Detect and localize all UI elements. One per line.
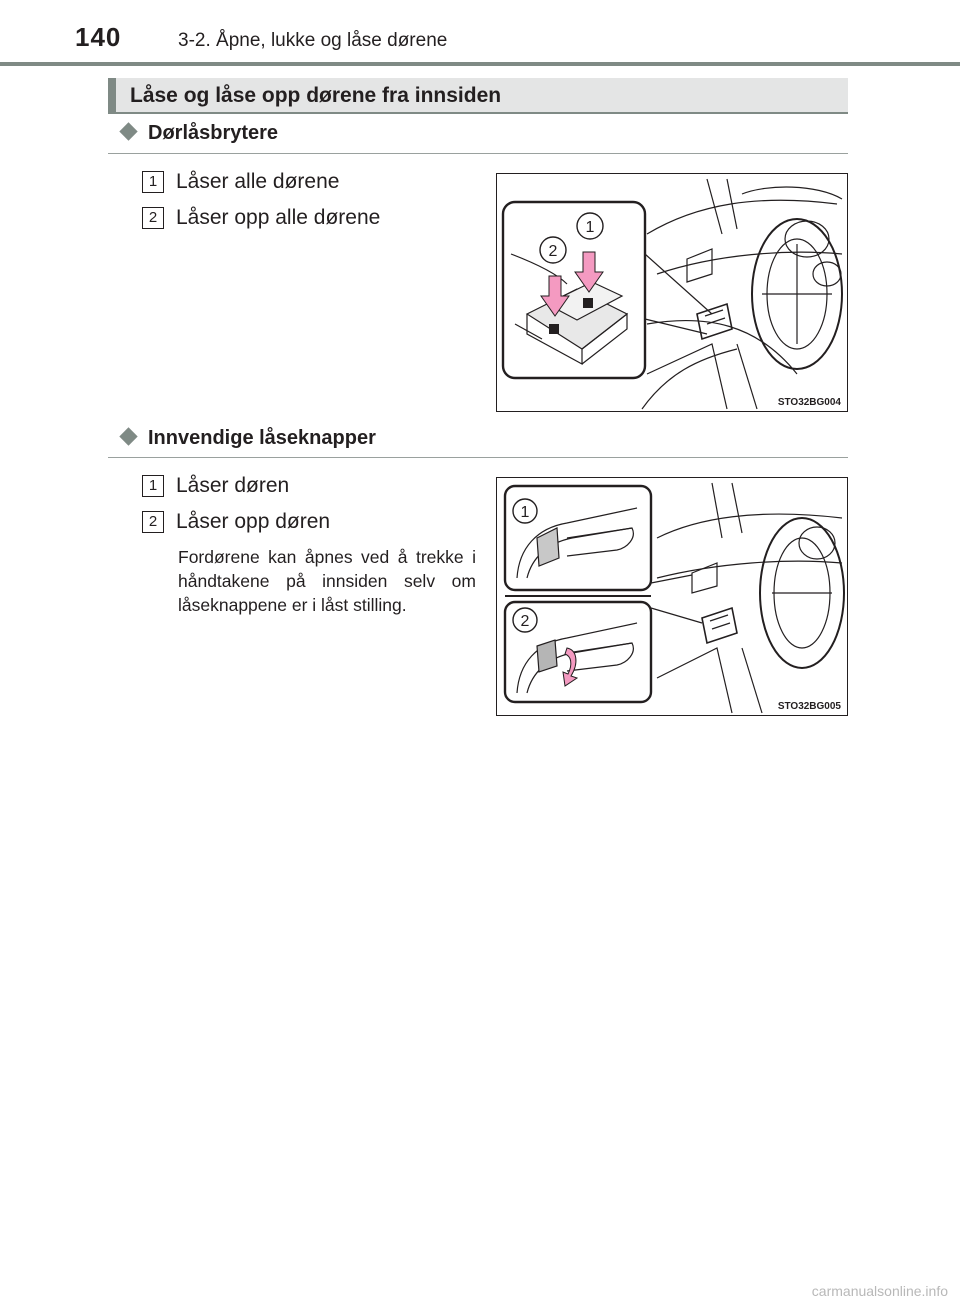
subsection-heading-text: Dørlåsbrytere [148, 122, 279, 144]
section-title: Låse og låse opp dørene fra innsiden [130, 84, 502, 107]
subsection-rule [108, 457, 848, 458]
diamond-bullet-icon [119, 122, 137, 140]
list-item-text: Låser alle dørene [176, 170, 340, 193]
list-item-text: Låser opp alle dørene [176, 206, 381, 229]
callout-1: 1 [585, 219, 595, 236]
list-item [142, 170, 339, 195]
page-number: 140 [75, 22, 122, 52]
callout-2: 2 [548, 243, 558, 260]
figure-door-lock-switch [496, 173, 848, 412]
number-badge: 2 [142, 511, 164, 533]
number-badge: 1 [142, 171, 164, 193]
diamond-bullet-icon [119, 427, 137, 445]
figure-inside-lock-buttons [496, 477, 848, 716]
list-item-text: Låser døren [176, 474, 290, 497]
inside-lock-button-illustration [497, 478, 847, 715]
number-badge: 1 [142, 475, 164, 497]
list-item [142, 474, 289, 499]
section-title-rule [108, 112, 848, 114]
note-text: Fordørene kan åpnes ved å trekke i håndtakene på innsiden selv om låseknappene er i låst stilling. [178, 547, 476, 615]
list-item [142, 206, 380, 231]
callout-1: 1 [520, 504, 530, 521]
subsection-heading-door-lock-switches [122, 122, 278, 145]
top-rule [0, 62, 960, 66]
subsection-rule [108, 153, 848, 154]
callout-2: 2 [520, 613, 530, 630]
number-badge: 2 [142, 207, 164, 229]
list-item-text: Låser opp døren [176, 510, 331, 533]
running-head: 3-2. Åpne, lukke og låse dørene [178, 30, 448, 51]
section-title-bar [108, 78, 848, 112]
door-lock-switch-illustration [497, 174, 847, 411]
subsection-heading-inside-lock-buttons [122, 427, 376, 450]
figure-code: STO32BG004 [777, 397, 841, 408]
subsection-heading-text: Innvendige låseknapper [148, 427, 376, 449]
figure-code: STO32BG005 [777, 701, 841, 712]
list-item [142, 510, 330, 535]
watermark: carmanualsonline.info [811, 1283, 948, 1299]
